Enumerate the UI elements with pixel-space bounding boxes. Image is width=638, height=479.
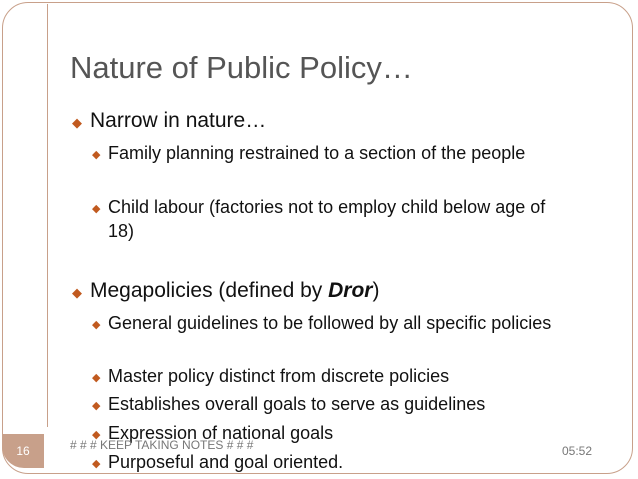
- sub-bullet-text: Purposeful and goal oriented.: [108, 452, 344, 472]
- footer-text: # # # KEEP TAKING NOTES # # #: [70, 438, 254, 452]
- sub-bullet-child-labour: [92, 195, 567, 243]
- diamond-bullet-icon: ◆: [92, 458, 101, 470]
- sub-bullet-text: Family planning restrained to a section of the people: [108, 143, 526, 163]
- sub-bullet-family-planning: [92, 141, 567, 165]
- sub-bullet-text: General guidelines to be followed by all specific policies: [108, 313, 552, 333]
- sub-bullet-purposeful: [92, 450, 567, 474]
- sub-bullet-general-guidelines: [92, 311, 567, 335]
- diamond-bullet-icon: ◆: [72, 285, 82, 300]
- diamond-bullet-icon: ◆: [92, 203, 101, 215]
- diamond-bullet-icon: ◆: [92, 149, 101, 161]
- footer-time: 05:52: [562, 444, 593, 458]
- diamond-bullet-icon: ◆: [92, 400, 101, 412]
- diamond-bullet-icon: ◆: [72, 115, 82, 130]
- bullet-text: Narrow in nature…: [90, 109, 267, 132]
- author-name: Dror: [328, 279, 373, 302]
- sub-bullet-text: Expression of national goals: [108, 423, 334, 443]
- diamond-bullet-icon: ◆: [92, 372, 101, 384]
- slide-divider-line: [47, 4, 48, 427]
- sub-bullet-overall-goals: [92, 392, 567, 416]
- sub-bullet-text: Master policy distinct from discrete policies: [108, 366, 450, 386]
- bullet-text-prefix: Megapolicies (defined by: [90, 279, 329, 302]
- sub-bullet-text: Child labour (factories not to employ child below age of 18): [108, 197, 546, 241]
- bullet-text-suffix: ): [372, 279, 380, 302]
- sub-bullet-master-policy: [92, 364, 567, 388]
- bullet-narrow-in-nature: [72, 108, 266, 134]
- diamond-bullet-icon: ◆: [92, 319, 101, 331]
- diamond-bullet-icon: ◆: [92, 429, 101, 441]
- slide-number: 16: [2, 434, 44, 468]
- sub-bullet-text: Establishes overall goals to serve as guidelines: [108, 394, 486, 414]
- slide-title: Nature of Public Policy…: [70, 50, 413, 85]
- bullet-text: [72, 278, 379, 304]
- bullet-megapolicies: [72, 278, 379, 304]
